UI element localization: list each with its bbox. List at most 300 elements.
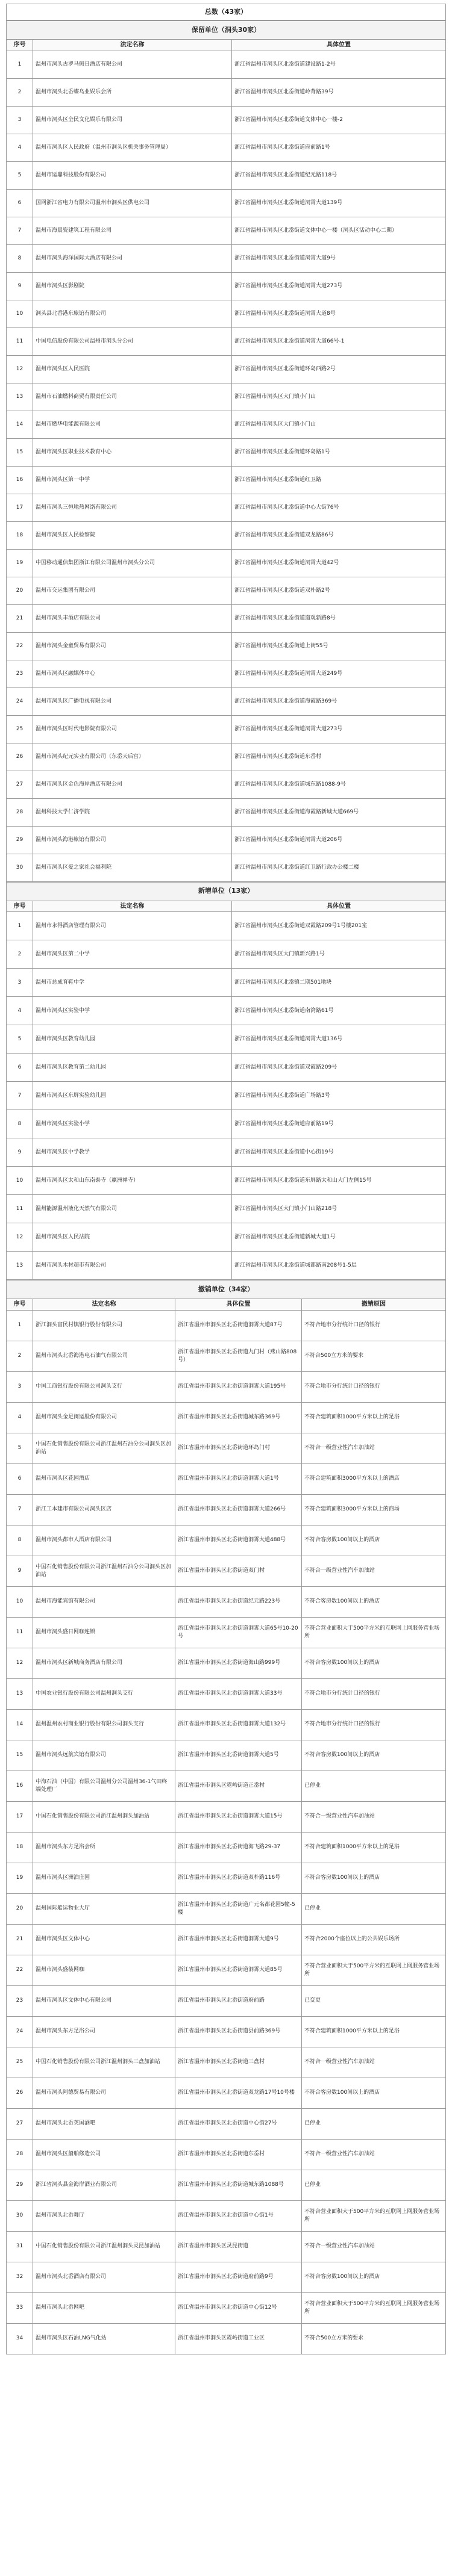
row-seq: 6 [7,189,33,217]
table-row [7,577,446,604]
row-reason: 不符合建筑面积3000平方米以上的酒店 [302,1463,446,1494]
table-row [7,2170,446,2200]
row-name: 中国石化销售股份有限公司浙江温州洞头灵昆加油站 [33,2231,175,2262]
row-seq: 27 [7,771,33,798]
section-title-retained: 保留单位（洞头30家） [7,21,446,40]
row-name: 中国石化销售股份有限公司浙江温州洞头加油站 [33,1801,175,1832]
row-seq: 8 [7,244,33,272]
table-row [7,1402,446,1433]
table-row [7,1082,446,1110]
table-row [7,466,446,494]
row-seq: 14 [7,411,33,438]
page-title: 总数（43家） [7,4,446,20]
row-location: 浙江省温州市洞头区北岙街道双门村 [175,1556,302,1586]
row-seq: 20 [7,577,33,604]
document-page [6,0,446,2359]
table-row [7,161,446,189]
row-name: 温州市洞头东方足浴会所 [33,1832,175,1863]
table-row [7,1310,446,1341]
row-name: 温州市洞头三恒地热网络有限公司 [33,494,232,521]
row-seq: 2 [7,940,33,969]
row-reason: 不符合一级营业性汽车加油站 [302,2231,446,2262]
row-seq: 15 [7,438,33,466]
row-name: 温州市洞头北岙英国酒吧 [33,2108,175,2139]
table-row [7,51,446,78]
section-title-revoked: 撤销单位（34家） [7,1280,446,1299]
table-row [7,2047,446,2078]
table-row [7,1955,446,1985]
row-name: 浙江洞头富民村镇银行股份有限公司 [33,1310,175,1341]
table-row [7,854,446,881]
row-seq: 11 [7,1617,33,1648]
row-name: 洞头县北岙港东旅馆有限公司 [33,300,232,327]
row-location: 浙江省温州市洞头区北岙街道新城大道1号 [232,1223,446,1252]
row-seq: 16 [7,1771,33,1801]
row-location: 浙江省温州市洞头区北岙街道洞霄大道87号 [175,1310,302,1341]
row-seq: 28 [7,798,33,826]
row-reason: 不符合营业面积大于500平方米的互联网上网服务营业场所 [302,2292,446,2323]
table-row [7,1463,446,1494]
row-name: 中国移动通信集团浙江有限公司温州市洞头分公司 [33,549,232,577]
row-name: 温州市洞头盛日网咖连锁 [33,1617,175,1648]
added-table [6,882,446,1280]
row-location: 浙江省温州市洞头区北岙街道洞霄大道33号 [175,1678,302,1709]
row-reason: 不符合地市分行统计口径的银行 [302,1709,446,1740]
table-row [7,2078,446,2108]
row-name: 温州市洞头古罗马假日酒店有限公司 [33,51,232,78]
table-row [7,411,446,438]
table-row [7,1341,446,1371]
table-row [7,2231,446,2262]
table-row [7,438,446,466]
row-location: 浙江省温州市洞头区北岙街道城都路南208号1-5层 [232,1252,446,1280]
row-seq: 1 [7,912,33,940]
table-row [7,549,446,577]
row-location: 浙江省温州市洞头区北岙街道洞霄大道5号 [175,1740,302,1771]
row-location: 浙江省温州市洞头区北岙街道红卫路 [232,466,446,494]
row-reason: 不符合建筑面积3000平方米以上的商场 [302,1494,446,1525]
row-location: 浙江省温州市洞头区北岙街道纪元路223号 [175,1586,302,1617]
row-seq: 11 [7,1195,33,1223]
row-name: 国网浙江省电力有限公司温州市洞头区供电公司 [33,189,232,217]
row-name: 中国石化销售股份有限公司浙江温州石油分公司洞头区加油站 [33,1556,175,1586]
table-row [7,2292,446,2323]
row-location: 浙江省温州市洞头区北岙街道洞霄大道195号 [175,1371,302,1402]
table-row [7,912,446,940]
row-seq: 24 [7,687,33,715]
row-name: 温州市洞头区石油LNG气化站 [33,2323,175,2354]
row-name: 温州科技大学仁济学院 [33,798,232,826]
row-seq: 5 [7,161,33,189]
row-seq: 7 [7,1494,33,1525]
header-seq: 序号 [7,901,33,912]
row-name: 温州市燃华电能源有限公司 [33,411,232,438]
row-seq: 26 [7,2078,33,2108]
table-row [7,217,446,244]
row-name: 温州市洞头区融媒体中心 [33,660,232,687]
row-seq: 10 [7,300,33,327]
row-name: 温州市洞头区人民检察院 [33,521,232,549]
row-location: 浙江省温州市洞头区北岙街道文体中心一楼-2 [232,106,446,134]
table-row [7,1617,446,1648]
row-reason: 不符合一级营业性汽车加油站 [302,2139,446,2170]
row-reason: 不符合建筑面积1000平方米以上的足浴 [302,1832,446,1863]
row-name: 温州市洞头区实验小学 [33,1110,232,1138]
row-reason: 不符合客房数100间以上的酒店 [302,1740,446,1771]
row-location: 浙江省温州市洞头区北岙街道海飞路29-37 [175,1832,302,1863]
table-row [7,189,446,217]
row-location: 浙江省温州市洞头区北岙街道双龙路17号10号楼 [175,2078,302,2108]
row-reason: 不符合一级营业性汽车加油站 [302,1801,446,1832]
row-name: 温州市洞头金足闽运股份有限公司 [33,1402,175,1433]
row-location: 浙江省温州市洞头区北岙街道中心大街76号 [232,494,446,521]
row-location: 浙江省温州市洞头区北岙街道府前路9号 [175,2262,302,2292]
row-seq: 20 [7,1893,33,1924]
table-row [7,997,446,1025]
summary-table [6,4,446,20]
row-name: 温州市洞头区人民医院 [33,355,232,383]
table-row [7,1494,446,1525]
row-name: 温州市洞头东方足浴公司 [33,2016,175,2047]
row-seq: 23 [7,1985,33,2016]
row-name: 温州市洞头区文体中心 [33,1924,175,1955]
row-name: 中国石化销售股份有限公司浙江温州石油分公司洞头区加油站 [33,1433,175,1463]
row-location: 浙江省温州市洞头区北岙街道东屏路太和山大门左侧15号 [232,1167,446,1195]
table-row [7,1110,446,1138]
row-reason: 不符合客房数100间以上的酒店 [302,2262,446,2292]
row-name: 浙江省洞头县金海岸酒业有限公司 [33,2170,175,2200]
row-seq: 9 [7,1556,33,1586]
row-location: 浙江省温州市洞头区北岙街道洞霄大道85号 [175,1955,302,1985]
row-seq: 23 [7,660,33,687]
row-location: 浙江省温州市洞头区北岙街道洞霄大道66号-1 [232,327,446,355]
row-name: 温州市海能宾馆有限公司 [33,1586,175,1617]
row-name: 温州市洞头区教育第二幼儿园 [33,1054,232,1082]
row-location: 浙江省温州市洞头区北岙街道上街55号 [232,632,446,660]
row-name: 温州能源温州液化天然气有限公司 [33,1195,232,1223]
table-row [7,244,446,272]
row-seq: 10 [7,1167,33,1195]
row-name: 温州市洞头区人民政府（温州市洞头区机关事务管理局） [33,134,232,161]
row-seq: 33 [7,2292,33,2323]
table-row [7,1801,446,1832]
row-reason: 不符合2000个座位以上的公共娱乐场所 [302,1924,446,1955]
header-name: 法定名称 [33,901,232,912]
row-location: 浙江省温州市洞头区北岙镇二期501地块 [232,969,446,997]
row-reason: 已停业 [302,2170,446,2200]
row-name: 温州市洞头区时代电影院有限公司 [33,715,232,743]
row-seq: 2 [7,78,33,106]
section-title-added: 新增单位（13家） [7,882,446,901]
row-seq: 12 [7,355,33,383]
table-row [7,355,446,383]
row-location: 浙江省温州市洞头区北岙街道建设路1-2号 [232,51,446,78]
row-location: 浙江省温州市洞头区北岙街道洞霄大道42号 [232,549,446,577]
row-seq: 13 [7,1252,33,1280]
row-reason: 不符合客房数100间以上的酒店 [302,1648,446,1678]
row-reason: 不符合客房数100间以上的酒店 [302,1586,446,1617]
row-name: 温州市洞头木材超市有限公司 [33,1252,232,1280]
table-row [7,1433,446,1463]
row-name: 温州市洞头远航宾馆有限公司 [33,1740,175,1771]
row-location: 浙江省温州市洞头区北岙街道府前路1号 [232,134,446,161]
table-row [7,327,446,355]
row-seq: 6 [7,1054,33,1082]
row-seq: 31 [7,2231,33,2262]
table-row [7,521,446,549]
row-reason: 不符合地市分行统计口径的银行 [302,1310,446,1341]
row-location: 浙江省温州市洞头区大门镇小门山路218号 [232,1195,446,1223]
row-location: 浙江省温州市洞头区北岙街道环岛路1号 [232,438,446,466]
row-reason: 不符合客房数100间以上的酒店 [302,1863,446,1893]
row-name: 温州市洞头区洲泊庄园 [33,1863,175,1893]
table-row [7,1832,446,1863]
row-seq: 17 [7,494,33,521]
table-row [7,2108,446,2139]
row-location: 浙江省温州市洞头区北岙街道环岛门村 [175,1433,302,1463]
table-row [7,1740,446,1771]
table-row [7,743,446,771]
row-location: 浙江省温州市洞头区北岙街道洞霄大道488号 [175,1525,302,1556]
row-name: 中国石化销售股份有限公司浙江温州洞头三盘加油站 [33,2047,175,2078]
row-location: 浙江省温州市洞头区北岙街道双朴路116号 [175,1863,302,1893]
row-name: 温州温州农村商业银行股份有限公司洞头支行 [33,1709,175,1740]
row-reason: 不符合客房数100间以上的酒店 [302,2078,446,2108]
row-reason: 已停业 [302,2108,446,2139]
revoked-table [6,1280,446,2354]
row-name: 温州市洞头区太和山东南泰寺（赢洲禅寺） [33,1167,232,1195]
row-location: 浙江省温州市洞头区北岙街道洞霄大道9号 [232,244,446,272]
table-row [7,1586,446,1617]
table-row [7,2016,446,2047]
header-reason: 撤销原因 [302,1299,446,1311]
row-location: 浙江省温州市洞头区北岙街道道观新路8号 [232,604,446,632]
row-location: 浙江省温州市洞头区北岙街道洞霄大道249号 [232,660,446,687]
table-row [7,1893,446,1924]
row-seq: 15 [7,1740,33,1771]
row-reason: 已变更 [302,1985,446,2016]
row-location: 浙江省温州市洞头区北岙街道洞霄大道15号 [175,1801,302,1832]
row-seq: 5 [7,1025,33,1054]
row-location: 浙江省温州市洞头区北岙街道洞霄大道139号 [232,189,446,217]
row-reason: 不符合营业面积大于500平方米的互联网上网服务营业场所 [302,1617,446,1648]
header-seq: 序号 [7,40,33,51]
row-seq: 26 [7,743,33,771]
row-location: 浙江省温州市洞头区北岙街道中心街12号 [175,2292,302,2323]
row-name: 温州市运鼎科技股份有限公司 [33,161,232,189]
row-seq: 30 [7,2200,33,2231]
row-reason: 已停业 [302,1771,446,1801]
row-name: 温州国际船运物业大厅 [33,1893,175,1924]
row-location: 浙江省温州市洞头区北岙街道洞霄大道273号 [232,272,446,300]
table-row [7,1252,446,1280]
row-location: 浙江省温州市洞头区北岙街道洞霄大道136号 [232,1025,446,1054]
row-location: 浙江省温州市洞头区霓屿街道工业区 [175,2323,302,2354]
row-seq: 4 [7,134,33,161]
row-reason: 不符合500立方米的要求 [302,1341,446,1371]
table-row [7,1167,446,1195]
row-seq: 27 [7,2108,33,2139]
row-reason: 不符合地市分行统计口径的银行 [302,1371,446,1402]
row-name: 温州市洞头区教育幼儿园 [33,1025,232,1054]
row-name: 温州市永得酒店管理有限公司 [33,912,232,940]
row-reason: 不符合客房数100间以上的酒店 [302,1525,446,1556]
row-name: 温州市洞头区影剧院 [33,272,232,300]
row-seq: 5 [7,1433,33,1463]
row-seq: 19 [7,1863,33,1893]
row-name: 温州市洞头区第二中学 [33,940,232,969]
table-row [7,687,446,715]
row-location: 浙江省温州市洞头区北岙街道南湾路61号 [232,997,446,1025]
row-seq: 2 [7,1341,33,1371]
row-seq: 12 [7,1648,33,1678]
row-location: 浙江省温州市洞头区大门镇新兴路1号 [232,940,446,969]
table-row [7,106,446,134]
row-name: 温州市洞头海港旅馆有限公司 [33,826,232,854]
row-location: 浙江省温州市洞头区北岙街道三盘村 [175,2047,302,2078]
row-seq: 7 [7,1082,33,1110]
row-location: 浙江省温州市洞头区北岙街道双朴路2号 [232,577,446,604]
row-name: 温州市洞头区全民文化娱乐有限公司 [33,106,232,134]
row-seq: 8 [7,1525,33,1556]
row-location: 浙江省温州市洞头区灵昆街道 [175,2231,302,2262]
row-seq: 25 [7,2047,33,2078]
table-row [7,715,446,743]
row-location: 浙江省温州市洞头区北岙街道县前路369号 [175,2016,302,2047]
table-row [7,1223,446,1252]
table-row [7,632,446,660]
row-location: 浙江省温州市洞头区北岙街道府前路19号 [232,1110,446,1138]
table-row [7,1138,446,1167]
row-location: 浙江省温州市洞头区北岙街道中心街19号 [232,1138,446,1167]
row-reason: 不符合营业面积大于500平方米的互联网上网服务营业场所 [302,1955,446,1985]
row-location: 浙江省温州市洞头区霓屿街道正岙村 [175,1771,302,1801]
row-name: 温州市洞头北岙舞厅 [33,2200,175,2231]
row-name: 温州市洞头区东屏实验幼儿园 [33,1082,232,1110]
table-row [7,272,446,300]
row-location: 浙江省温州市洞头区北岙街道东岙村 [232,743,446,771]
table-row [7,660,446,687]
table-row [7,1648,446,1678]
header-location: 具体位置 [175,1299,302,1311]
row-location: 浙江省温州市洞头区北岙街道洞霄大道8号 [232,300,446,327]
table-row [7,300,446,327]
row-name: 温州市洞头区第一中学 [33,466,232,494]
table-row [7,1025,446,1054]
retained-table [6,20,446,882]
row-seq: 30 [7,854,33,881]
row-seq: 7 [7,217,33,244]
row-name: 温州市洞头区职业技术教育中心 [33,438,232,466]
row-location: 浙江省温州市洞头区北岙街道洞霄大道9号 [175,1924,302,1955]
row-seq: 25 [7,715,33,743]
row-name: 温州市洞头区中学教学 [33,1138,232,1167]
row-seq: 18 [7,521,33,549]
table-row [7,1054,446,1082]
row-seq: 29 [7,2170,33,2200]
table-row [7,1863,446,1893]
table-row [7,798,446,826]
row-location: 浙江省温州市洞头区北岙街道九门村（燕山路808号） [175,1341,302,1371]
row-reason: 不符合营业面积大于500平方米的互联网上网服务营业场所 [302,2200,446,2231]
row-name: 温州市洞头北岙蝶乌业娱乐会所 [33,78,232,106]
row-location: 浙江省温州市洞头区北岙街道纪元路118号 [232,161,446,189]
table-row [7,2200,446,2231]
row-seq: 3 [7,106,33,134]
table-row [7,1709,446,1740]
row-name: 温州市洞头金童贸易有限公司 [33,632,232,660]
row-name: 浙江工本建市有限公司洞头区店 [33,1494,175,1525]
row-name: 温州市总成育鞋中学 [33,969,232,997]
row-name: 中海石油（中国）有限公司温州分公司温州36-1气田终端处理厂 [33,1771,175,1801]
row-name: 中国工商银行股份有限公司洞头支行 [33,1371,175,1402]
row-name: 温州市洞头纪元实业有限公司（东岙天后宫） [33,743,232,771]
table-row [7,1771,446,1801]
row-location: 浙江省温州市洞头区北岙街道洞霄大道65号10-20号 [175,1617,302,1648]
row-location: 浙江省温州市洞头区北岙街道文体中心一楼（洞头区活动中心二期） [232,217,446,244]
row-seq: 18 [7,1832,33,1863]
row-seq: 8 [7,1110,33,1138]
row-reason: 不符合一级营业性汽车加油站 [302,1433,446,1463]
row-location: 浙江省温州市洞头区北岙街道双龙路86号 [232,521,446,549]
header-location: 具体位置 [232,40,446,51]
row-location: 浙江省温州市洞头区北岙街道双霞路209号 [232,1054,446,1082]
row-location: 浙江省温州市洞头区北岙街道海霞路新城大道669号 [232,798,446,826]
row-location: 浙江省温州市洞头区北岙街道海霞路369号 [232,687,446,715]
row-name: 温州市洞头区船舶修造公司 [33,2139,175,2170]
row-seq: 9 [7,1138,33,1167]
row-seq: 24 [7,2016,33,2047]
row-reason: 不符合地市分行统计口径的银行 [302,1678,446,1709]
row-seq: 21 [7,604,33,632]
row-reason: 已停业 [302,1893,446,1924]
row-location: 浙江省温州市洞头区北岙街道洞霄大道206号 [232,826,446,854]
row-location: 浙江省温州市洞头区北岙街道洞霄大道1号 [175,1463,302,1494]
row-name: 温州市海晨瓷建筑工程有限公司 [33,217,232,244]
row-name: 中国农业银行股份有限公司温州洞头支行 [33,1678,175,1709]
row-location: 浙江省温州市洞头区大门镇小门山 [232,383,446,411]
row-seq: 13 [7,383,33,411]
row-name: 中国电信股份有限公司温州市洞头分公司 [33,327,232,355]
row-location: 浙江省温州市洞头区北岙街道城东路369号 [175,1402,302,1433]
row-seq: 34 [7,2323,33,2354]
row-seq: 16 [7,466,33,494]
row-seq: 4 [7,997,33,1025]
header-location: 具体位置 [232,901,446,912]
row-name: 温州市洞头区实验中学 [33,997,232,1025]
table-row [7,1678,446,1709]
row-seq: 9 [7,272,33,300]
table-row [7,1525,446,1556]
row-location: 浙江省温州市洞头区北岙街道岭背路39号 [232,78,446,106]
table-row [7,1195,446,1223]
table-row [7,383,446,411]
table-row [7,826,446,854]
row-seq: 29 [7,826,33,854]
row-seq: 12 [7,1223,33,1252]
row-name: 温州市洞头区花园酒店 [33,1463,175,1494]
row-name: 温州市洞头丰酒店有限公司 [33,604,232,632]
table-row [7,1924,446,1955]
table-row [7,2323,446,2354]
row-location: 浙江省温州市洞头区北岙街道中心街27号 [175,2108,302,2139]
table-row [7,771,446,798]
table-row [7,1985,446,2016]
row-reason: 不符合建筑面积1000平方米以上的足浴 [302,1402,446,1433]
row-seq: 3 [7,1371,33,1402]
row-reason: 不符合建筑面积1000平方米以上的足浴 [302,2016,446,2047]
row-location: 浙江省温州市洞头区北岙街道环岛西路2号 [232,355,446,383]
